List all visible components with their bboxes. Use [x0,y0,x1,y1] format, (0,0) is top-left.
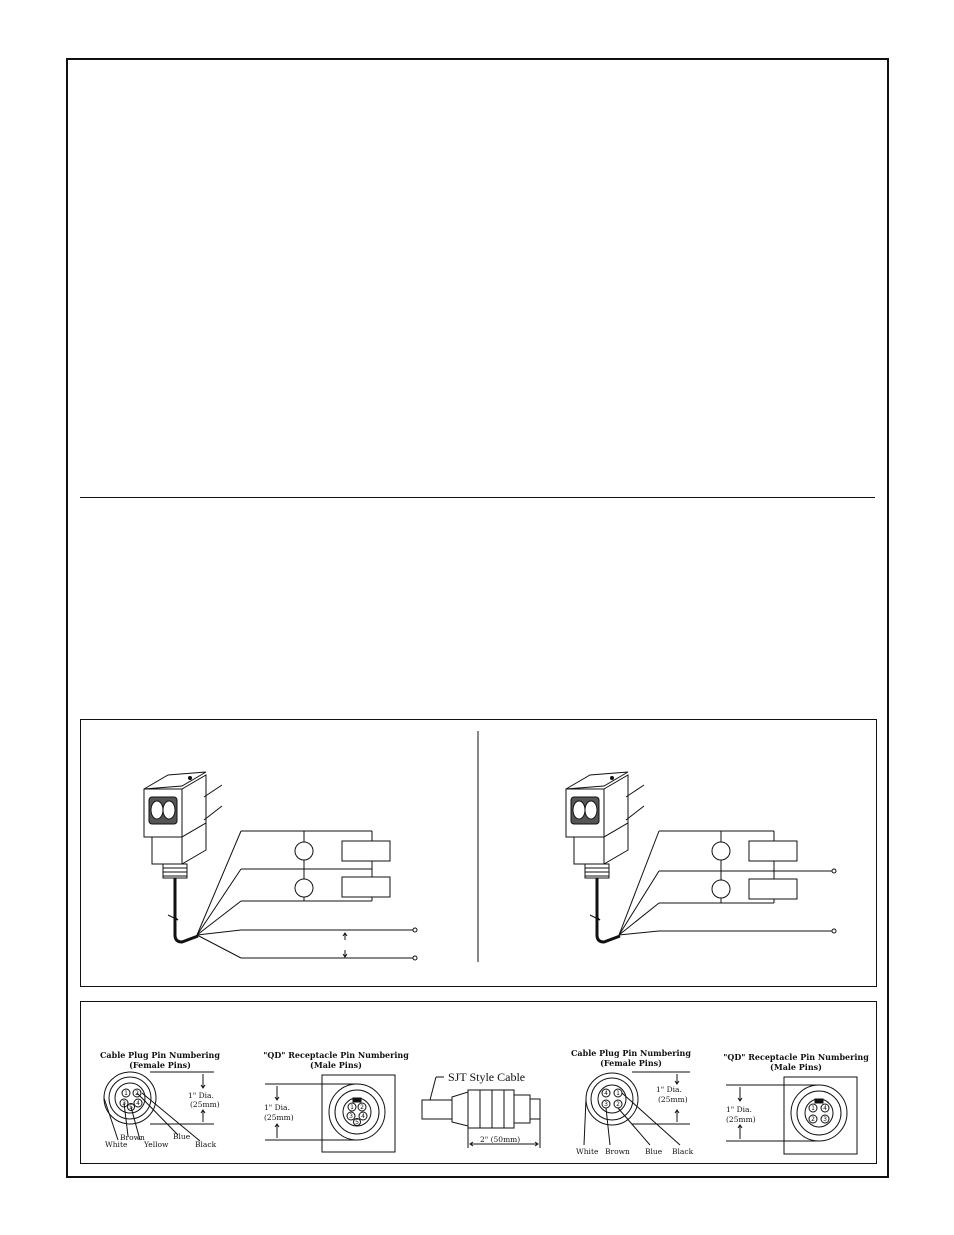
right-receptacle-dia: 1" Dia. [726,1105,752,1114]
left-plug-wire-yellow: Yellow [144,1140,169,1149]
right-load-2 [712,880,730,898]
left-plug-dia: 1" Dia. [188,1091,214,1100]
left-cable-plug-diagram [100,1050,220,1149]
left-plug-wire-blue: Blue [173,1132,191,1141]
sjt-cable-label: SJT Style Cable [448,1070,526,1084]
left-wiring-diagram [144,772,417,960]
right-plug-pin-1: 1 [616,1090,620,1097]
left-terminal-1 [413,928,417,932]
right-sensor-icon [566,772,644,942]
right-terminal-1 [832,869,836,873]
right-plug-pin-4: 4 [604,1090,608,1097]
left-receptacle-pin-1: 1 [350,1104,354,1111]
right-output-1 [749,841,797,861]
left-receptacle-subtitle: (Male Pins) [310,1060,362,1070]
left-plug-pin-4: 4 [136,1100,140,1107]
right-receptacle-pin-4: 4 [823,1105,827,1112]
sjt-cable-length: 2" (50mm) [480,1135,521,1144]
left-receptacle-dia: 1" Dia. [264,1103,290,1112]
right-plug-title: Cable Plug Pin Numbering [571,1048,691,1058]
right-plug-subtitle: (Female Pins) [600,1058,662,1068]
right-receptacle-pin-2: 2 [811,1116,815,1123]
left-plug-wire-white: White [105,1140,128,1149]
sjt-cable-diagram [422,1070,540,1148]
left-plug-pin-5: 5 [129,1104,133,1111]
right-plug-wire-white: White [576,1147,599,1156]
right-cable-plug-diagram [571,1048,694,1156]
right-plug-pin-3: 3 [604,1101,608,1108]
right-wiring-diagram [566,772,836,942]
right-output-2 [749,879,797,899]
left-plug-subtitle: (Female Pins) [129,1060,191,1070]
left-plug-pin-2: 2 [135,1090,139,1097]
left-plug-dia-mm: (25mm) [190,1100,220,1109]
right-plug-wire-black: Black [672,1147,694,1156]
left-receptacle-pin-4: 4 [361,1113,365,1120]
right-receptacle-title: "QD" Receptacle Pin Numbering [723,1052,869,1062]
right-plug-wire-brown: Brown [605,1147,630,1156]
left-receptacle-title: "QD" Receptacle Pin Numbering [263,1050,409,1060]
right-plug-dia-mm: (25mm) [658,1095,688,1104]
left-output-1 [342,841,390,861]
left-load-1 [295,842,313,860]
right-receptacle-subtitle: (Male Pins) [770,1062,822,1072]
left-receptacle-pin-5: 5 [355,1119,359,1126]
left-terminal-2 [413,956,417,960]
right-plug-wire-blue: Blue [645,1147,663,1156]
right-terminal-2 [832,929,836,933]
right-receptacle-pin-1: 1 [811,1105,815,1112]
left-sensor-icon [144,772,222,942]
left-plug-wire-black: Black [195,1140,217,1149]
right-receptacle-pin-3: 3 [823,1116,827,1123]
left-receptacle-diagram [263,1050,409,1152]
left-output-2 [342,877,390,897]
right-plug-dia: 1" Dia. [656,1085,682,1094]
left-load-2 [295,879,313,897]
left-receptacle-pin-3: 3 [349,1113,353,1120]
left-receptacle-pin-2: 2 [360,1104,364,1111]
right-receptacle-diagram [723,1052,869,1154]
right-plug-pin-2: 2 [616,1101,620,1108]
left-plug-pin-3: 3 [122,1100,126,1107]
right-load-1 [712,842,730,860]
left-receptacle-dia-mm: (25mm) [264,1113,294,1122]
left-plug-title: Cable Plug Pin Numbering [100,1050,220,1060]
left-plug-pin-1: 1 [124,1090,128,1097]
right-receptacle-dia-mm: (25mm) [726,1115,756,1124]
left-plug-wire-brown: Brown [120,1133,145,1142]
